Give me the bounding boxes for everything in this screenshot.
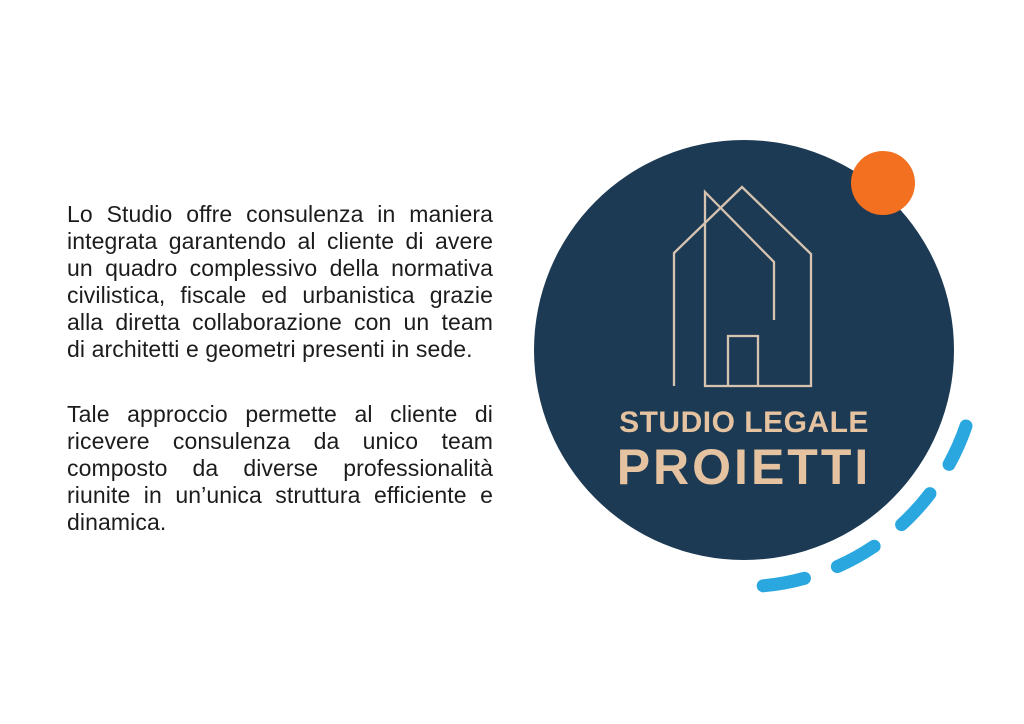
paragraph-line: civilistica, fiscale ed urbanistica grazie [67, 282, 493, 308]
logo-title-line2: PROIETTI [616, 439, 872, 495]
dashed-arc-decoration [700, 395, 1000, 615]
paragraph-line: Lo Studio offre consulenza in maniera [67, 201, 493, 227]
house-outline-path [674, 187, 811, 386]
paragraph-line: composto da diverse professionalità [67, 455, 493, 481]
paragraph-line: di architetti e geometri presenti in sede. [67, 336, 473, 362]
paragraph-line: dinamica. [67, 509, 167, 535]
paragraph-line: alla diretta collaborazione con un team [67, 309, 493, 335]
house-outline-icon [655, 178, 825, 394]
house-door-path [728, 336, 758, 386]
paragraph-line: integrata garantendo al cliente di avere [67, 228, 493, 254]
paragraph-line: un quadro complessivo della normativa [67, 255, 493, 281]
accent-dot [851, 151, 915, 215]
dashed-arc-path [761, 426, 966, 586]
paragraph-line: riunite in un’unica struttura efficiente e [67, 482, 493, 508]
paragraph-line: Tale approccio permette al cliente di [67, 401, 493, 427]
paragraph-line: ricevere consulenza da unico team [67, 428, 493, 454]
logo-title-line1: STUDIO LEGALE [619, 406, 869, 439]
